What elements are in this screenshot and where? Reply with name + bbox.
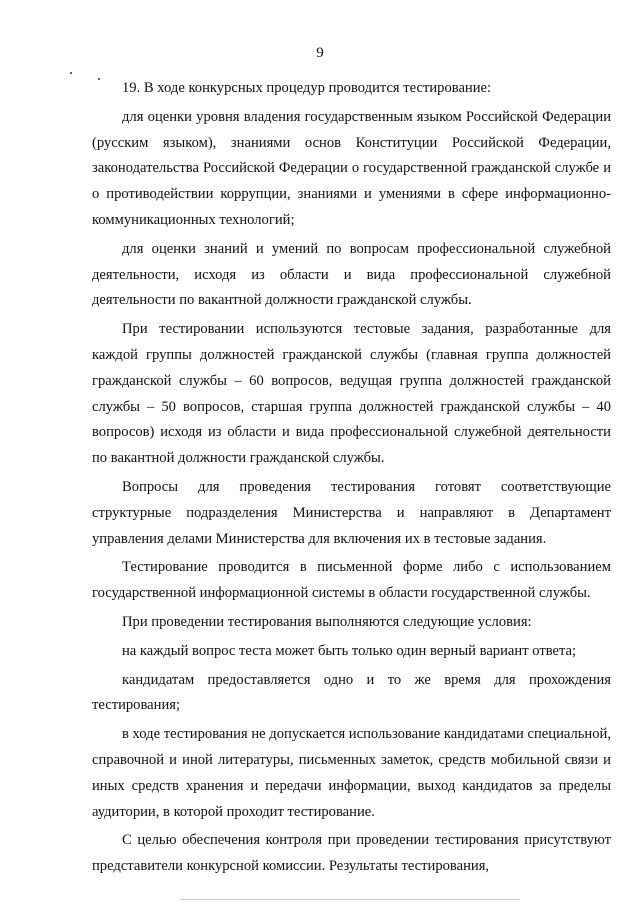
paragraph-condition-one-answer: на каждый вопрос теста может быть только один верный вариант ответа; — [122, 642, 577, 659]
page-number: 9 — [316, 45, 324, 61]
paragraph-condition-same-time: кандидатам предоставляется одно и то же время для прохождения тестирования; — [92, 671, 611, 714]
scan-bottom-edge — [180, 899, 520, 900]
paragraph-item-19-heading: 19. В ходе конкурсных процедур проводится тестирование: — [122, 80, 492, 96]
paragraph-testing-conditions: При проведении тестирования выполняются следующие условия: — [122, 613, 532, 630]
paragraph-testing-form: Тестирование проводится в письменной форме либо с использованием государственной информационной системы в области государственной службы. — [92, 559, 611, 602]
paragraph-question-preparation: Вопросы для проведения тестирования готовят соответствующие структурные подразделения Министерства и направляют в Департамент управления делами Министерства для включения их в тестовые задания. — [92, 478, 611, 547]
paragraph-state-language-testing: для оценки уровня владения государственным языком Российской Федерации (русским языком), знаниями основ Конституции Российской Федерации, законодательства Российской Федерации о государственной гражданской службе и о противодействии коррупции, знаниями и умениями в сфере информационно-коммуникационных технологий; — [92, 108, 611, 228]
document-body — [92, 76, 611, 880]
scan-artifact-dot — [70, 72, 72, 74]
paragraph-professional-knowledge-testing: для оценки знаний и умений по вопросам профессиональной служебной деятельности, исходя из области и вида профессиональной служебной деятельности по вакантной должности гражданской службы. — [92, 240, 611, 309]
paragraph-control-results: С целью обеспечения контроля при проведении тестирования присутствуют представители конкурсной комиссии. Результаты тестирования, — [92, 832, 611, 875]
paragraph-test-tasks: При тестировании используются тестовые задания, разработанные для каждой группы должностей гражданской службы (главная группа должностей гражданской службы – 60 вопросов, ведущая группа должностей гражданской службы – 50 вопросов, старшая группа должностей гражданской службы – 40 вопросов) исходя из области и вида профессиональной служебной деятельности по вакантной должности гражданской службы. — [92, 321, 611, 467]
paragraph-condition-no-materials: в ходе тестирования не допускается использование кандидатами специальной, справочной и иной литературы, письменных заметок, средств мобильной связи и иных средств хранения и передачи информации, выход кандидатов за пределы аудитории, в которой проходит тестирование. — [92, 726, 611, 820]
